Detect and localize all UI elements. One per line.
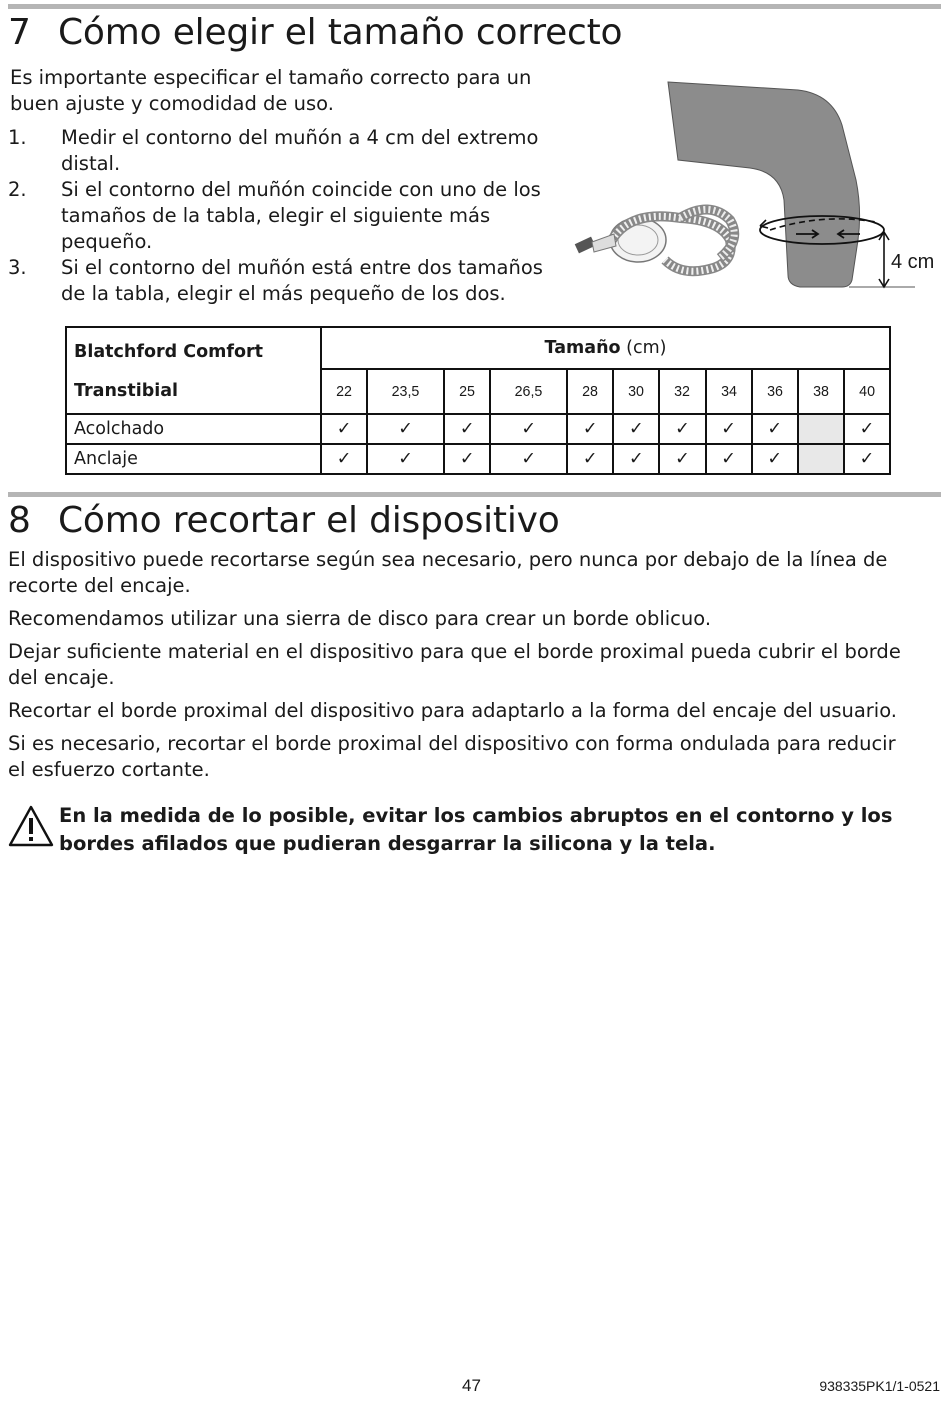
check-icon: ✓ xyxy=(844,444,890,474)
size-column-header: 36 xyxy=(753,369,797,414)
check-icon: ✓ xyxy=(567,414,613,444)
warning-triangle-icon xyxy=(8,804,54,848)
check-icon: ✓ xyxy=(844,414,890,444)
step-number: 1. xyxy=(8,126,27,149)
check-icon: ✓ xyxy=(490,444,567,474)
check-icon: ✓ xyxy=(613,444,659,474)
step-item xyxy=(8,255,551,307)
check-icon: ✓ xyxy=(659,444,705,474)
section-7-number: 7 xyxy=(8,12,31,53)
check-icon: ✓ xyxy=(659,414,705,444)
check-icon: ✓ xyxy=(490,414,567,444)
step-text: Si el contorno del muñón está entre dos tamaños de la tabla, elegir el más pequeño de los dos. xyxy=(61,256,543,305)
check-icon: ✓ xyxy=(706,444,752,474)
check-icon: ✓ xyxy=(444,414,490,444)
size-header-unit: (cm) xyxy=(620,338,667,358)
section-7-intro: Es importante especificar el tamaño correcto para un buen ajuste y comodidad de uso. xyxy=(10,66,532,115)
section-7-title: Cómo elegir el tamaño correcto xyxy=(58,12,623,53)
size-header-label: Tamaño xyxy=(544,338,621,358)
residual-limb-shape xyxy=(668,82,860,287)
step-item xyxy=(8,177,541,255)
check-icon: ✓ xyxy=(444,444,490,474)
table-brand-line2: Transtibial xyxy=(66,369,321,414)
section-8-number: 8 xyxy=(8,500,31,541)
step-number: 2. xyxy=(8,178,27,201)
size-column-header: 32 xyxy=(661,369,705,414)
step-number: 3. xyxy=(8,256,27,279)
section-8-title: Cómo recortar el dispositivo xyxy=(58,500,560,541)
table-brand-line1: Blatchford Comfort xyxy=(66,327,321,369)
step-item xyxy=(8,125,551,177)
section-8-paragraph: Si es necesario, recortar el borde proximal del dispositivo con forma ondulada para reducir el esfuerzo cortante. xyxy=(8,732,896,781)
check-icon: ✓ xyxy=(367,444,444,474)
page-number: 47 xyxy=(462,1376,481,1395)
size-table xyxy=(65,326,891,475)
measurement-4cm-label: 4 cm xyxy=(891,251,935,273)
check-icon: ✓ xyxy=(613,414,659,444)
table-size-header xyxy=(321,327,890,369)
size-column-header: 26,5 xyxy=(492,369,565,414)
check-icon: ✓ xyxy=(752,414,798,444)
size-column-header: 28 xyxy=(568,369,612,414)
section-7-steps-list xyxy=(8,125,568,307)
check-icon: ✓ xyxy=(567,444,613,474)
check-icon: ✓ xyxy=(706,414,752,444)
unavailable-cell xyxy=(798,414,844,444)
document-code: 938335PK1/1-0521 xyxy=(819,1378,940,1394)
section-8-heading xyxy=(8,500,560,541)
step-text: Si el contorno del muñón coincide con uno de los tamaños de la tabla, elegir el siguiente más pequeño. xyxy=(61,178,541,253)
residual-limb-measurement-illustration xyxy=(570,80,945,300)
check-icon: ✓ xyxy=(367,414,444,444)
section-8-paragraph: Recomendamos utilizar una sierra de disco para crear un borde oblicuo. xyxy=(8,607,712,630)
table-row-label: Anclaje xyxy=(66,444,321,474)
check-icon: ✓ xyxy=(321,444,367,474)
warning-text: En la medida de lo posible, evitar los cambios abruptos en el contorno y los bordes afilados que pudieran desgarrar la silicona y la tela. xyxy=(59,804,893,855)
size-column-header: 38 xyxy=(799,369,843,414)
check-icon: ✓ xyxy=(752,444,798,474)
size-column-header: 30 xyxy=(614,369,658,414)
measuring-tape-icon xyxy=(575,209,735,271)
step-text: Medir el contorno del muñón a 4 cm del extremo distal. xyxy=(61,126,539,175)
size-column-header: 34 xyxy=(707,369,751,414)
section-7-top-rule xyxy=(8,4,941,9)
section-8-paragraph: Dejar suficiente material en el dispositivo para que el borde proximal pueda cubrir el borde del encaje. xyxy=(8,640,901,689)
unavailable-cell xyxy=(798,444,844,474)
table-row-label: Acolchado xyxy=(66,414,321,444)
check-icon: ✓ xyxy=(321,414,367,444)
section-8-top-rule xyxy=(8,492,941,497)
section-8-paragraph: El dispositivo puede recortarse según sea necesario, pero nunca por debajo de la línea de recorte del encaje. xyxy=(8,548,888,597)
size-column-header: 25 xyxy=(445,369,489,414)
size-column-header: 40 xyxy=(845,369,889,414)
size-column-header: 22 xyxy=(322,369,366,414)
size-column-header: 23,5 xyxy=(369,369,442,414)
section-8-paragraph: Recortar el borde proximal del dispositivo para adaptarlo a la forma del encaje del usuario. xyxy=(8,699,898,722)
section-7-heading xyxy=(8,12,622,53)
